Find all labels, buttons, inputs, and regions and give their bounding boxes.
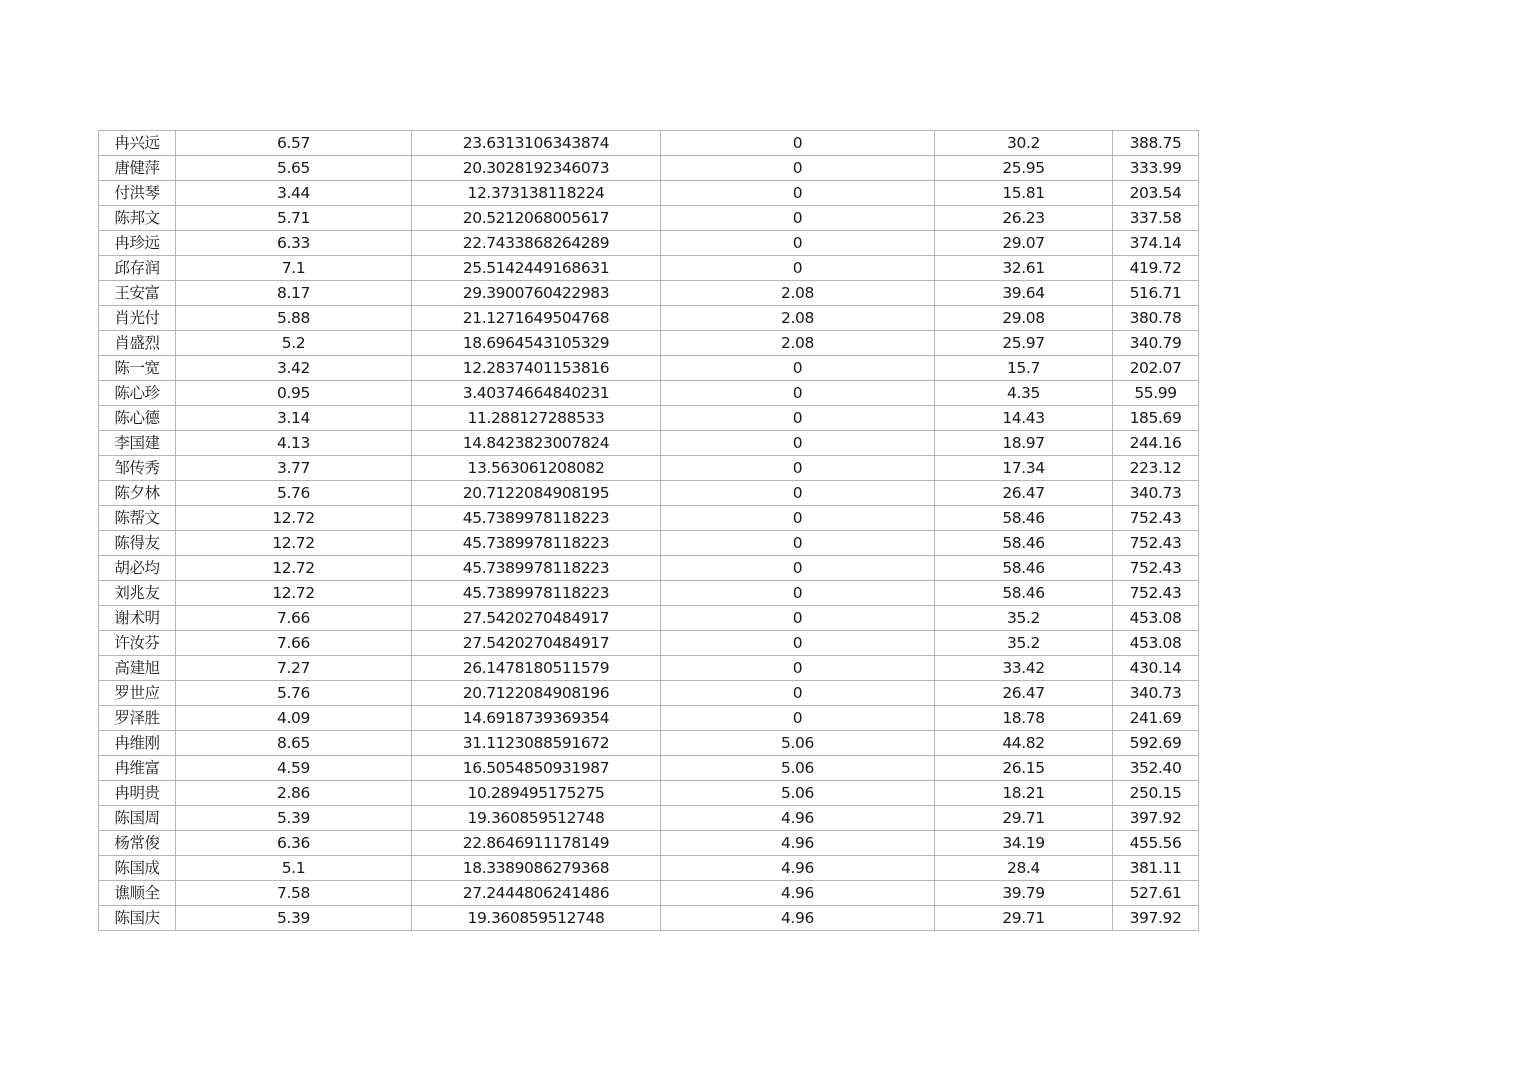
value-cell: 12.72 (176, 531, 412, 556)
table-row (99, 206, 1199, 231)
precise-value-cell: 27.5420270484917 (412, 606, 661, 631)
value-cell: 5.39 (176, 806, 412, 831)
value-cell: 7.27 (176, 656, 412, 681)
total-cell: 55.99 (1113, 381, 1199, 406)
total-cell: 241.69 (1113, 706, 1199, 731)
total-cell: 752.43 (1113, 506, 1199, 531)
adjustment-cell: 4.96 (661, 881, 935, 906)
adjustment-cell: 0 (661, 706, 935, 731)
table-row (99, 456, 1199, 481)
subtotal-cell: 35.2 (935, 631, 1113, 656)
table-row (99, 656, 1199, 681)
table-row (99, 756, 1199, 781)
table-row (99, 781, 1199, 806)
adjustment-cell: 0 (661, 456, 935, 481)
value-cell: 3.77 (176, 456, 412, 481)
precise-value-cell: 20.3028192346073 (412, 156, 661, 181)
adjustment-cell: 0 (661, 256, 935, 281)
precise-value-cell: 12.373138118224 (412, 181, 661, 206)
subtotal-cell: 58.46 (935, 556, 1113, 581)
precise-value-cell: 45.7389978118223 (412, 581, 661, 606)
subtotal-cell: 30.2 (935, 131, 1113, 156)
adjustment-cell: 0 (661, 131, 935, 156)
value-cell: 3.14 (176, 406, 412, 431)
adjustment-cell: 0 (661, 581, 935, 606)
name-cell: 冉珍远 (99, 231, 176, 256)
adjustment-cell: 0 (661, 181, 935, 206)
subtotal-cell: 26.47 (935, 681, 1113, 706)
table-row (99, 406, 1199, 431)
table-row (99, 731, 1199, 756)
value-cell: 12.72 (176, 581, 412, 606)
name-cell: 高建旭 (99, 656, 176, 681)
value-cell: 7.66 (176, 631, 412, 656)
name-cell: 陈国庆 (99, 906, 176, 931)
name-cell: 陈心珍 (99, 381, 176, 406)
adjustment-cell: 0 (661, 606, 935, 631)
total-cell: 453.08 (1113, 606, 1199, 631)
precise-value-cell: 31.1123088591672 (412, 731, 661, 756)
adjustment-cell: 0 (661, 381, 935, 406)
name-cell: 谯顺全 (99, 881, 176, 906)
value-cell: 4.09 (176, 706, 412, 731)
subtotal-cell: 58.46 (935, 581, 1113, 606)
precise-value-cell: 20.7122084908196 (412, 681, 661, 706)
total-cell: 185.69 (1113, 406, 1199, 431)
subtotal-cell: 4.35 (935, 381, 1113, 406)
value-cell: 0.95 (176, 381, 412, 406)
name-cell: 王安富 (99, 281, 176, 306)
name-cell: 付洪琴 (99, 181, 176, 206)
total-cell: 244.16 (1113, 431, 1199, 456)
adjustment-cell: 0 (661, 631, 935, 656)
subtotal-cell: 58.46 (935, 531, 1113, 556)
table-row (99, 506, 1199, 531)
total-cell: 397.92 (1113, 906, 1199, 931)
table-row (99, 681, 1199, 706)
value-cell: 12.72 (176, 556, 412, 581)
value-cell: 6.57 (176, 131, 412, 156)
table-row (99, 581, 1199, 606)
total-cell: 202.07 (1113, 356, 1199, 381)
table-row (99, 231, 1199, 256)
total-cell: 223.12 (1113, 456, 1199, 481)
name-cell: 陈帮文 (99, 506, 176, 531)
adjustment-cell: 0 (661, 481, 935, 506)
subtotal-cell: 35.2 (935, 606, 1113, 631)
name-cell: 邱存润 (99, 256, 176, 281)
table-row (99, 556, 1199, 581)
precise-value-cell: 18.3389086279368 (412, 856, 661, 881)
table-row (99, 831, 1199, 856)
value-cell: 5.65 (176, 156, 412, 181)
table-row (99, 881, 1199, 906)
table-row (99, 606, 1199, 631)
value-cell: 5.39 (176, 906, 412, 931)
adjustment-cell: 2.08 (661, 306, 935, 331)
subtotal-cell: 29.71 (935, 806, 1113, 831)
value-cell: 7.1 (176, 256, 412, 281)
precise-value-cell: 10.289495175275 (412, 781, 661, 806)
name-cell: 冉兴远 (99, 131, 176, 156)
value-cell: 4.59 (176, 756, 412, 781)
total-cell: 527.61 (1113, 881, 1199, 906)
table-row (99, 531, 1199, 556)
adjustment-cell: 4.96 (661, 806, 935, 831)
subtotal-cell: 58.46 (935, 506, 1113, 531)
subtotal-cell: 15.81 (935, 181, 1113, 206)
adjustment-cell: 0 (661, 406, 935, 431)
value-cell: 3.44 (176, 181, 412, 206)
subtotal-cell: 26.15 (935, 756, 1113, 781)
subtotal-cell: 26.47 (935, 481, 1113, 506)
total-cell: 388.75 (1113, 131, 1199, 156)
precise-value-cell: 14.8423823007824 (412, 431, 661, 456)
table-row (99, 706, 1199, 731)
total-cell: 374.14 (1113, 231, 1199, 256)
precise-value-cell: 12.2837401153816 (412, 356, 661, 381)
adjustment-cell: 0 (661, 356, 935, 381)
precise-value-cell: 25.5142449168631 (412, 256, 661, 281)
table-row (99, 431, 1199, 456)
table-body (99, 131, 1199, 931)
value-cell: 5.88 (176, 306, 412, 331)
table-row (99, 156, 1199, 181)
subtotal-cell: 18.78 (935, 706, 1113, 731)
data-table (98, 130, 1199, 931)
table-row (99, 856, 1199, 881)
value-cell: 4.13 (176, 431, 412, 456)
value-cell: 5.2 (176, 331, 412, 356)
precise-value-cell: 21.1271649504768 (412, 306, 661, 331)
value-cell: 7.58 (176, 881, 412, 906)
adjustment-cell: 0 (661, 506, 935, 531)
total-cell: 250.15 (1113, 781, 1199, 806)
precise-value-cell: 45.7389978118223 (412, 506, 661, 531)
adjustment-cell: 0 (661, 681, 935, 706)
adjustment-cell: 5.06 (661, 756, 935, 781)
name-cell: 谢术明 (99, 606, 176, 631)
precise-value-cell: 27.2444806241486 (412, 881, 661, 906)
adjustment-cell: 4.96 (661, 906, 935, 931)
subtotal-cell: 33.42 (935, 656, 1113, 681)
name-cell: 陈国周 (99, 806, 176, 831)
name-cell: 李国建 (99, 431, 176, 456)
adjustment-cell: 2.08 (661, 331, 935, 356)
name-cell: 邹传秀 (99, 456, 176, 481)
table-row (99, 806, 1199, 831)
value-cell: 12.72 (176, 506, 412, 531)
subtotal-cell: 26.23 (935, 206, 1113, 231)
subtotal-cell: 32.61 (935, 256, 1113, 281)
adjustment-cell: 4.96 (661, 831, 935, 856)
precise-value-cell: 29.3900760422983 (412, 281, 661, 306)
value-cell: 5.1 (176, 856, 412, 881)
total-cell: 592.69 (1113, 731, 1199, 756)
value-cell: 3.42 (176, 356, 412, 381)
adjustment-cell: 0 (661, 531, 935, 556)
total-cell: 397.92 (1113, 806, 1199, 831)
adjustment-cell: 0 (661, 431, 935, 456)
adjustment-cell: 5.06 (661, 781, 935, 806)
subtotal-cell: 44.82 (935, 731, 1113, 756)
total-cell: 203.54 (1113, 181, 1199, 206)
name-cell: 陈夕林 (99, 481, 176, 506)
total-cell: 752.43 (1113, 556, 1199, 581)
total-cell: 752.43 (1113, 581, 1199, 606)
value-cell: 2.86 (176, 781, 412, 806)
table-row (99, 481, 1199, 506)
precise-value-cell: 19.360859512748 (412, 906, 661, 931)
name-cell: 肖盛烈 (99, 331, 176, 356)
subtotal-cell: 28.4 (935, 856, 1113, 881)
precise-value-cell: 14.6918739369354 (412, 706, 661, 731)
total-cell: 337.58 (1113, 206, 1199, 231)
precise-value-cell: 13.563061208082 (412, 456, 661, 481)
total-cell: 453.08 (1113, 631, 1199, 656)
name-cell: 陈得友 (99, 531, 176, 556)
table-row (99, 256, 1199, 281)
precise-value-cell: 19.360859512748 (412, 806, 661, 831)
value-cell: 8.65 (176, 731, 412, 756)
name-cell: 杨常俊 (99, 831, 176, 856)
table-row (99, 281, 1199, 306)
adjustment-cell: 0 (661, 206, 935, 231)
precise-value-cell: 11.288127288533 (412, 406, 661, 431)
table-row (99, 906, 1199, 931)
table-row (99, 181, 1199, 206)
subtotal-cell: 39.64 (935, 281, 1113, 306)
precise-value-cell: 45.7389978118223 (412, 556, 661, 581)
name-cell: 罗世应 (99, 681, 176, 706)
subtotal-cell: 25.97 (935, 331, 1113, 356)
total-cell: 419.72 (1113, 256, 1199, 281)
precise-value-cell: 23.6313106343874 (412, 131, 661, 156)
total-cell: 380.78 (1113, 306, 1199, 331)
value-cell: 6.33 (176, 231, 412, 256)
total-cell: 340.73 (1113, 681, 1199, 706)
table-row (99, 331, 1199, 356)
subtotal-cell: 14.43 (935, 406, 1113, 431)
value-cell: 5.71 (176, 206, 412, 231)
precise-value-cell: 16.5054850931987 (412, 756, 661, 781)
precise-value-cell: 20.5212068005617 (412, 206, 661, 231)
adjustment-cell: 0 (661, 656, 935, 681)
value-cell: 5.76 (176, 481, 412, 506)
adjustment-cell: 0 (661, 231, 935, 256)
subtotal-cell: 34.19 (935, 831, 1113, 856)
subtotal-cell: 29.08 (935, 306, 1113, 331)
precise-value-cell: 22.8646911178149 (412, 831, 661, 856)
total-cell: 430.14 (1113, 656, 1199, 681)
precise-value-cell: 27.5420270484917 (412, 631, 661, 656)
total-cell: 516.71 (1113, 281, 1199, 306)
total-cell: 340.79 (1113, 331, 1199, 356)
adjustment-cell: 0 (661, 156, 935, 181)
name-cell: 冉维富 (99, 756, 176, 781)
precise-value-cell: 45.7389978118223 (412, 531, 661, 556)
adjustment-cell: 0 (661, 556, 935, 581)
total-cell: 333.99 (1113, 156, 1199, 181)
name-cell: 刘兆友 (99, 581, 176, 606)
name-cell: 肖光付 (99, 306, 176, 331)
name-cell: 唐健萍 (99, 156, 176, 181)
value-cell: 6.36 (176, 831, 412, 856)
value-cell: 7.66 (176, 606, 412, 631)
precise-value-cell: 26.1478180511579 (412, 656, 661, 681)
total-cell: 340.73 (1113, 481, 1199, 506)
table-row (99, 356, 1199, 381)
name-cell: 罗泽胜 (99, 706, 176, 731)
table-row (99, 306, 1199, 331)
precise-value-cell: 3.40374664840231 (412, 381, 661, 406)
total-cell: 752.43 (1113, 531, 1199, 556)
subtotal-cell: 18.97 (935, 431, 1113, 456)
subtotal-cell: 25.95 (935, 156, 1113, 181)
name-cell: 许汝芬 (99, 631, 176, 656)
name-cell: 陈国成 (99, 856, 176, 881)
total-cell: 381.11 (1113, 856, 1199, 881)
name-cell: 胡必均 (99, 556, 176, 581)
adjustment-cell: 4.96 (661, 856, 935, 881)
subtotal-cell: 39.79 (935, 881, 1113, 906)
precise-value-cell: 22.7433868264289 (412, 231, 661, 256)
precise-value-cell: 18.6964543105329 (412, 331, 661, 356)
table-row (99, 631, 1199, 656)
name-cell: 陈心德 (99, 406, 176, 431)
total-cell: 352.40 (1113, 756, 1199, 781)
adjustment-cell: 5.06 (661, 731, 935, 756)
subtotal-cell: 15.7 (935, 356, 1113, 381)
name-cell: 陈邦文 (99, 206, 176, 231)
value-cell: 8.17 (176, 281, 412, 306)
subtotal-cell: 18.21 (935, 781, 1113, 806)
name-cell: 冉明贵 (99, 781, 176, 806)
adjustment-cell: 2.08 (661, 281, 935, 306)
table-row (99, 131, 1199, 156)
subtotal-cell: 17.34 (935, 456, 1113, 481)
total-cell: 455.56 (1113, 831, 1199, 856)
name-cell: 冉维刚 (99, 731, 176, 756)
precise-value-cell: 20.7122084908195 (412, 481, 661, 506)
table-row (99, 381, 1199, 406)
name-cell: 陈一宽 (99, 356, 176, 381)
value-cell: 5.76 (176, 681, 412, 706)
subtotal-cell: 29.71 (935, 906, 1113, 931)
subtotal-cell: 29.07 (935, 231, 1113, 256)
